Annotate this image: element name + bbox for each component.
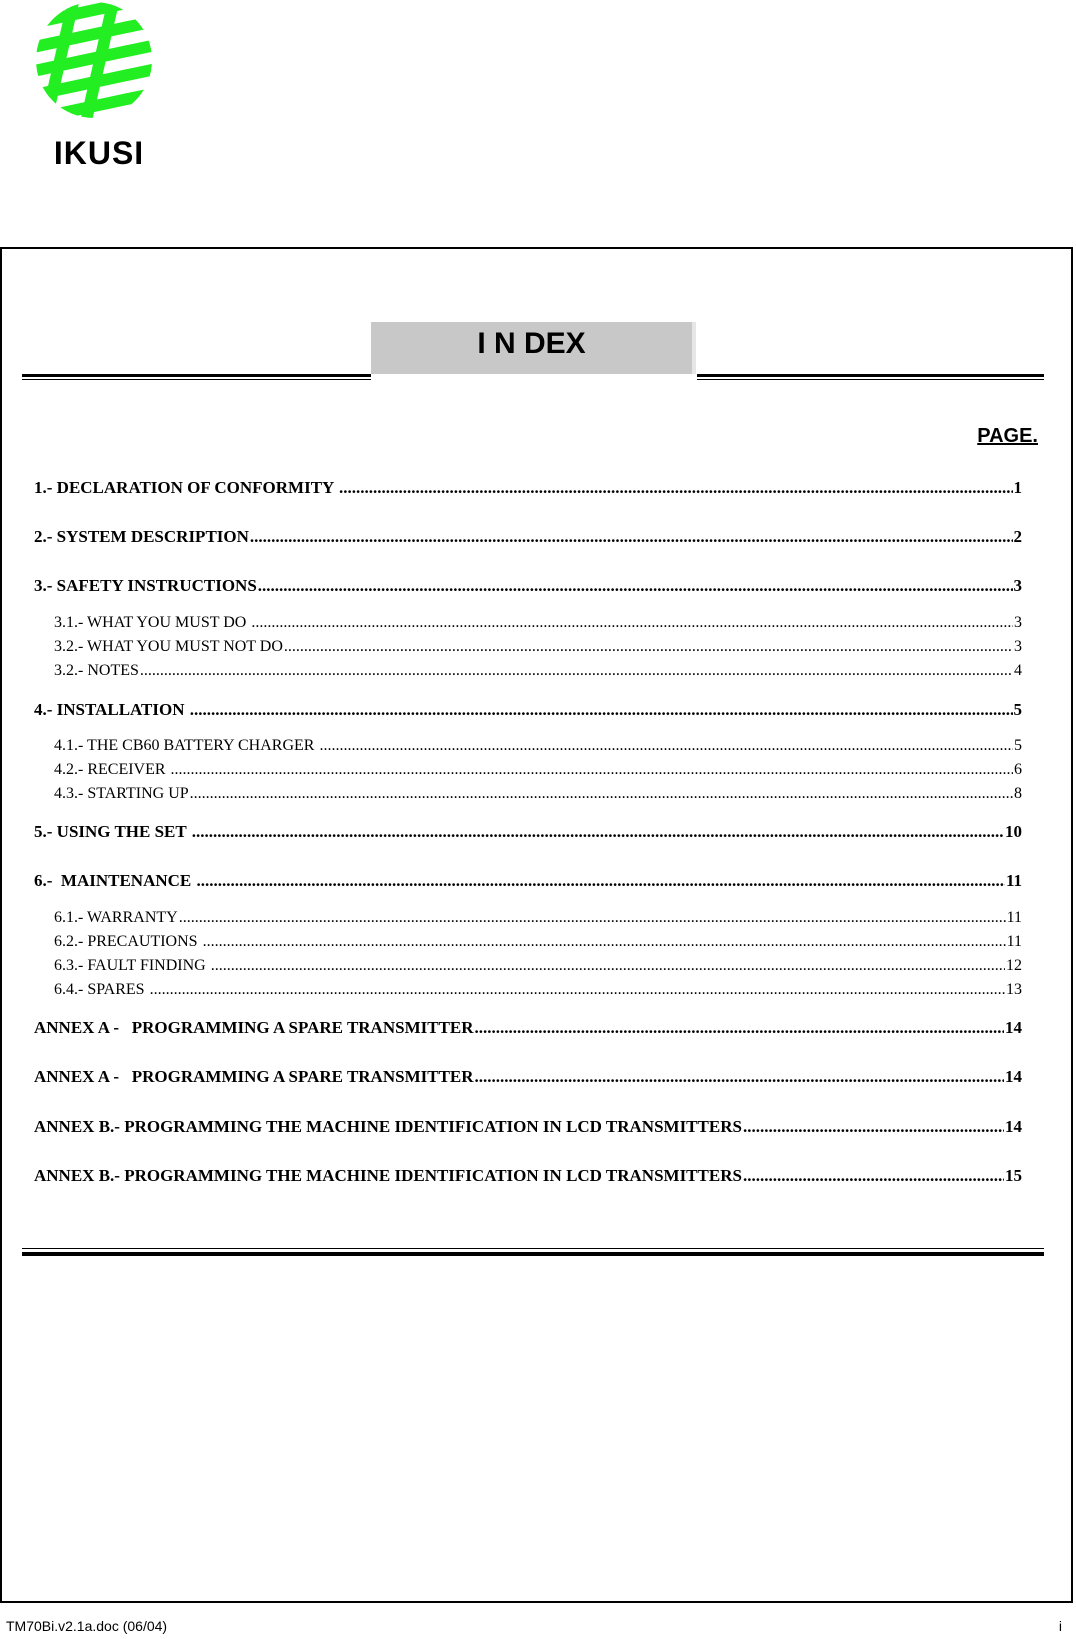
toc-entry[interactable]: 1.- DECLARATION OF CONFORMITY ..... 1 [34, 478, 1022, 498]
index-title: I N DEX [477, 327, 586, 360]
toc-entry[interactable]: ANNEX B.- PROGRAMMING THE MACHINE IDENTIFICATION IN LCD TRANSMITTERS ..... 14 [34, 1117, 1022, 1137]
toc-entry[interactable]: ANNEX A - PROGRAMMING A SPARE TRANSMITTER ..... 14 [34, 1067, 1022, 1087]
index-title-box [371, 322, 696, 374]
toc-entry[interactable]: 6.- MAINTENANCE ..... 11 [34, 871, 1022, 891]
toc-subentry[interactable]: 6.4.- SPARES ..... 13 [34, 981, 1022, 999]
toc-entry[interactable]: 2.- SYSTEM DESCRIPTION ..... 2 [34, 527, 1022, 547]
toc-subentry[interactable]: 4.1.- THE CB60 BATTERY CHARGER ..... 5 [34, 737, 1022, 755]
toc-subentry[interactable]: 3.1.- WHAT YOU MUST DO ..... 3 [34, 614, 1022, 632]
header-rule-left [22, 374, 371, 377]
toc-entry[interactable]: ANNEX B.- PROGRAMMING THE MACHINE IDENTIFICATION IN LCD TRANSMITTERS ..... 15 [34, 1166, 1022, 1186]
toc-subentry[interactable]: 3.2.- NOTES ..... 4 [34, 662, 1022, 680]
toc-subentry[interactable]: 4.2.- RECEIVER ..... 6 [34, 761, 1022, 779]
toc-subentry[interactable]: 6.2.- PRECAUTIONS ..... 11 [34, 933, 1022, 951]
footer-page-number: i [1058, 1618, 1062, 1634]
header-rule-right [697, 374, 1044, 377]
footer-doc-ref: TM70Bi.v2.1a.doc (06/04) [6, 1618, 168, 1634]
toc-subentry[interactable]: 6.1.- WARRANTY ..... 11 [34, 909, 1022, 927]
logo-text: IKUSI [53, 135, 145, 171]
toc-subentry[interactable]: 4.3.- STARTING UP ..... 8 [34, 785, 1022, 803]
toc-entry[interactable]: 3.- SAFETY INSTRUCTIONS ..... 3 [34, 576, 1022, 596]
toc-entry[interactable]: 4.- INSTALLATION ..... 5 [34, 700, 1022, 720]
bottom-rule [22, 1252, 1044, 1256]
toc-subentry[interactable]: 6.3.- FAULT FINDING ..... 12 [34, 957, 1022, 975]
toc-entry[interactable]: 5.- USING THE SET ..... 10 [34, 822, 1022, 842]
toc-entry[interactable]: ANNEX A - PROGRAMMING A SPARE TRANSMITTER ..... 14 [34, 1018, 1022, 1038]
bottom-rule-thin [22, 1248, 1044, 1249]
ikusi-logo [30, 0, 160, 178]
header-rule-right-thin [697, 379, 1044, 380]
logo-globe-icon [30, 0, 160, 135]
page-column-heading: PAGE. [977, 425, 1038, 447]
toc-subentry[interactable]: 3.2.- WHAT YOU MUST NOT DO ..... 3 [34, 638, 1022, 656]
header-rule-left-thin [22, 379, 371, 380]
